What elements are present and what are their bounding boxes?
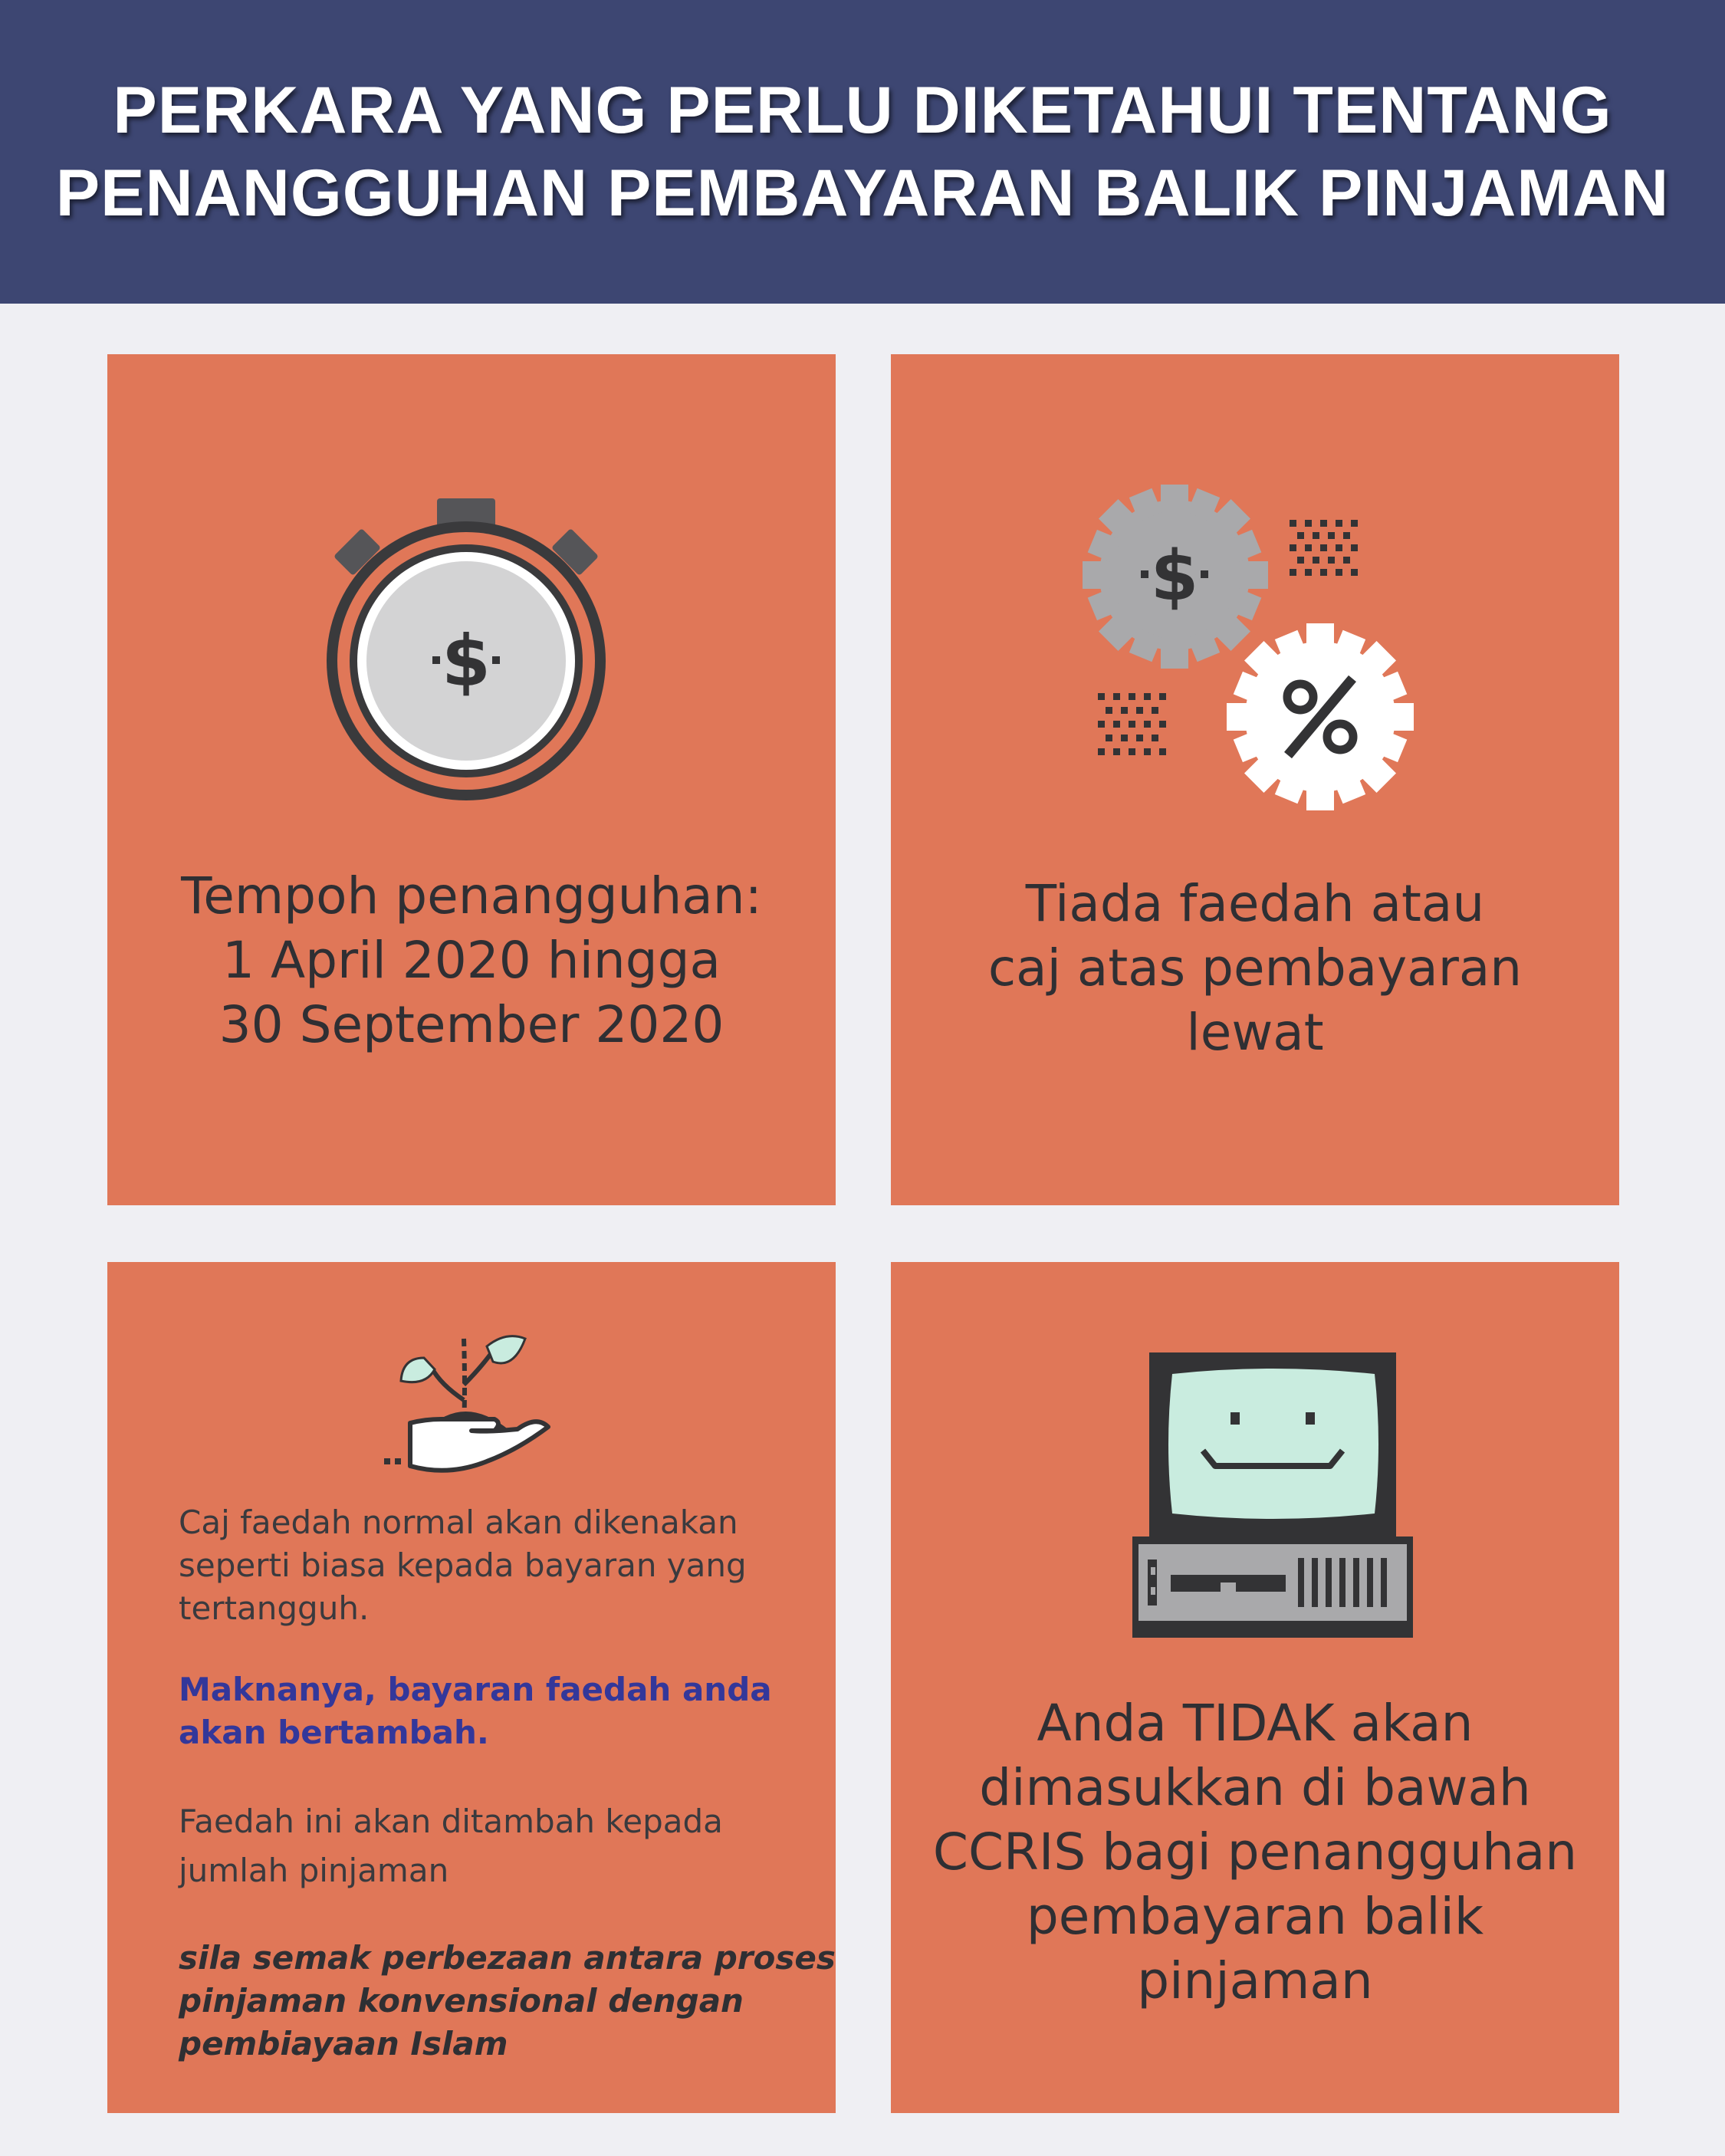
text-line: lewat	[1186, 1003, 1324, 1062]
no-late-charge-text	[891, 872, 1619, 1065]
interest-charge-paragraph	[179, 1501, 807, 1630]
text-line: tertangguh.	[179, 1589, 370, 1627]
stopwatch-dollar-icon	[322, 492, 621, 807]
text-line: CCRIS bagi penangguhan	[932, 1822, 1578, 1882]
svg-text:$: $	[441, 620, 491, 702]
card-interest-charge	[107, 1262, 836, 2113]
title-line-2: PENANGGUHAN PEMBAYARAN BALIK PINJAMAN	[55, 156, 1670, 230]
interest-added-paragraph	[179, 1797, 807, 1895]
card-ccris	[891, 1262, 1619, 2113]
text-line: pinjaman	[1137, 1951, 1373, 2010]
interest-increase-highlight	[179, 1668, 807, 1754]
text-line: Maknanya, bayaran faedah anda	[179, 1671, 772, 1708]
text-line: Caj faedah normal akan dikenakan	[179, 1504, 738, 1541]
text-line: Tempoh penangguhan:	[181, 866, 762, 925]
compare-note	[179, 1937, 836, 2066]
svg-text:$: $	[1150, 536, 1199, 616]
page-title	[56, 69, 1669, 235]
text-line: Anda TIDAK akan	[1037, 1694, 1474, 1753]
deferment-period-text	[107, 864, 836, 1057]
hand-plant-icon	[380, 1316, 564, 1484]
card-no-late-charge	[891, 354, 1619, 1205]
text-line: jumlah pinjaman	[179, 1852, 449, 1889]
text-line: 30 September 2020	[219, 995, 724, 1054]
header-banner	[0, 0, 1725, 304]
title-line-1: PERKARA YANG PERLU DIKETAHUI TENTANG	[113, 74, 1612, 147]
text-line: pinjaman konvensional dengan	[179, 1982, 744, 2020]
text-line: Tiada faedah atau	[1025, 874, 1485, 933]
gears-dollar-percent-icon	[1083, 485, 1435, 814]
computer-smiley-icon	[1132, 1352, 1416, 1644]
card-deferment-period	[107, 354, 836, 1205]
text-line: pembiayaan Islam	[179, 2025, 508, 2062]
text-line: pembayaran balik	[1026, 1887, 1484, 1946]
text-line: Faedah ini akan ditambah kepada	[179, 1803, 723, 1840]
text-line: akan bertambah.	[179, 1714, 489, 1751]
ccris-text	[891, 1691, 1619, 2013]
text-line: 1 April 2020 hingga	[222, 931, 721, 990]
text-line: sila semak perbezaan antara proses	[179, 1939, 836, 1977]
text-line: seperti biasa kepada bayaran yang	[179, 1546, 747, 1584]
text-line: caj atas pembayaran	[987, 938, 1523, 997]
text-line: dimasukkan di bawah	[979, 1758, 1531, 1817]
